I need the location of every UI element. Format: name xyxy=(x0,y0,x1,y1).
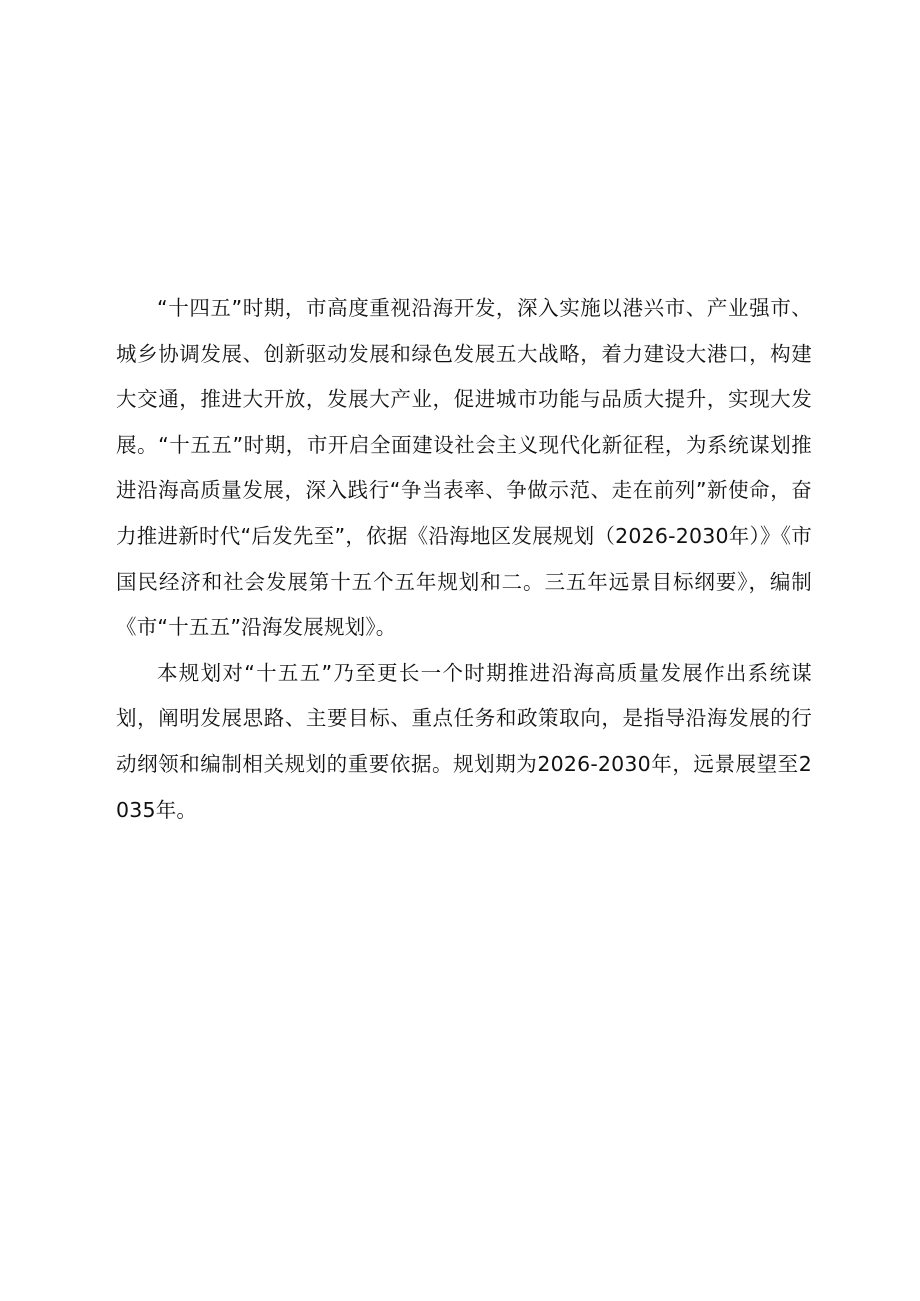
paragraph-background: “十四五”时期，市高度重视沿海开发，深入实施以港兴市、产业强市、城乡协调发展、创新驱动发展和绿色发展五大战略，着力建设大港口，构建大交通，推进大开放，发展大产业，促进城市功能与品质大提升，实现大发展。“十五五”时期，市开启全面建设社会主义现代化新征程，为系统谋划推进沿海高质量发展，深入践行“争当表率、争做示范、走在前列”新使命，奋力推进新时代“后发先至”，依据《沿海地区发展规划（2026-2030年）》《市国民经济和社会发展第十五个五年规划和二。三五年远景目标纲要》，编制《市“十五五”沿海发展规划》。 xyxy=(116,296,812,640)
paragraph-plan-scope: 本规划对“十五五”乃至更长一个时期推进沿海高质量发展作出系统谋划，阐明发展思路、主要目标、重点任务和政策取向，是指导沿海发展的行动纲领和编制相关规划的重要依据。规划期为2026-2030年，远景展望至2035年。 xyxy=(116,660,812,822)
document-body xyxy=(116,286,812,833)
